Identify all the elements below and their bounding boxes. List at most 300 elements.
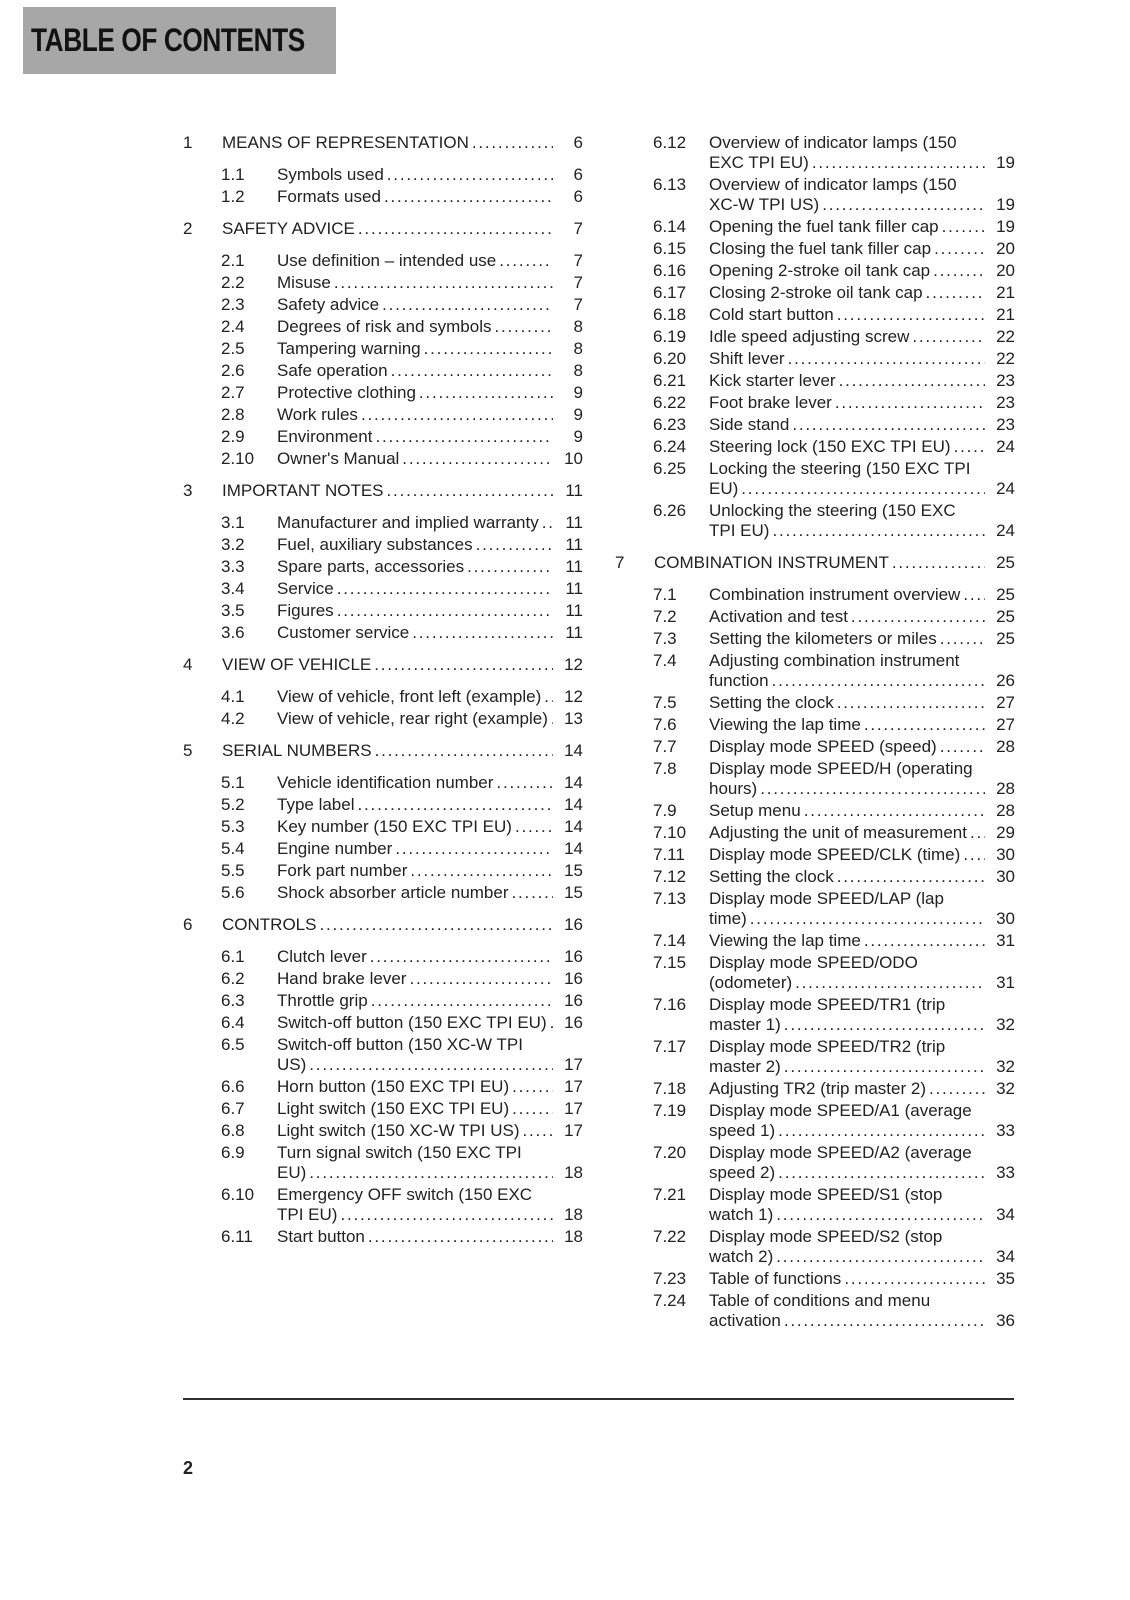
toc-entry-number: 6.1 [221, 947, 245, 966]
toc-entry-title-text: Safe operation [277, 361, 388, 380]
toc-entry-number: 7.13 [653, 889, 687, 908]
toc-entry-page: 28 [996, 737, 1015, 756]
toc-entry-page: 35 [996, 1269, 1015, 1288]
toc-entry-number: 6.14 [653, 217, 687, 236]
toc-entry-page: 28 [996, 779, 1015, 798]
toc-entry-number: 5 [183, 741, 193, 760]
toc-entry-page: 16 [564, 969, 583, 988]
toc-entry-title-text: Start button [277, 1227, 365, 1246]
toc-entry-page: 11 [565, 557, 583, 576]
toc-entry [221, 861, 583, 881]
toc-entry-page: 26 [996, 671, 1015, 690]
toc-entry-title [709, 585, 985, 605]
toc-entry-title-text: Horn button (150 EXC TPI EU) [277, 1077, 510, 1096]
toc-entry-number: 6.15 [653, 239, 687, 258]
toc-entry-page: 27 [996, 715, 1015, 734]
toc-entry-title [709, 501, 985, 541]
toc-entry-number: 7.18 [653, 1079, 687, 1098]
toc-entry-title [277, 947, 553, 967]
toc-entry-title-text: Locking the steering (150 EXC TPI EU) [709, 459, 971, 498]
toc-entry-title [277, 601, 553, 621]
toc-entry-page: 6 [573, 187, 583, 206]
toc-entry-number: 5.3 [221, 817, 245, 836]
toc-entry-number: 7.16 [653, 995, 687, 1014]
toc-entry-number: 2.4 [221, 317, 245, 336]
toc-entry-page: 34 [996, 1247, 1015, 1266]
toc-entry-title-text: Adjusting TR2 (trip master 2) [709, 1079, 926, 1098]
toc-entry-title [277, 1227, 553, 1247]
toc-entry-title [709, 607, 985, 627]
toc-entry-title-text: Light switch (150 XC-W TPI US) [277, 1121, 520, 1140]
toc-entry-page: 14 [564, 773, 583, 792]
toc-entry [653, 371, 1015, 391]
toc-entry [221, 1013, 583, 1033]
toc-entry-page: 16 [564, 991, 583, 1010]
toc-entry-title-text: Shock absorber article number [277, 883, 509, 902]
toc-entry-title-text: Service [277, 579, 334, 598]
toc-entry-title-text: Misuse [277, 273, 331, 292]
toc-entry-page: 23 [996, 393, 1015, 412]
toc-entry [221, 427, 583, 447]
toc-entry [221, 339, 583, 359]
toc-entry-title-text: Display mode SPEED/A1 (average speed 1) [709, 1101, 972, 1140]
toc-entry [221, 991, 583, 1011]
toc-entry-title [709, 437, 985, 457]
toc-entry-title-text: Type label [277, 795, 355, 814]
toc-entry [615, 553, 1015, 573]
toc-entry-number: 2.9 [221, 427, 245, 446]
toc-entry-number: 2.2 [221, 273, 245, 292]
toc-entry-title-text: Display mode SPEED/ODO (odometer) [709, 953, 918, 992]
toc-entry-page: 16 [564, 915, 583, 934]
toc-entry-page: 21 [996, 305, 1015, 324]
toc-entry-number: 6.3 [221, 991, 245, 1010]
toc-entry-title-text: Formats used [277, 187, 381, 206]
toc-entry-page: 7 [573, 219, 583, 238]
toc-entry [221, 361, 583, 381]
toc-entry-page: 31 [996, 973, 1015, 992]
toc-entry-title [277, 557, 553, 577]
page-title: TABLE OF CONTENTS [31, 22, 305, 58]
toc-entry-page: 18 [564, 1227, 583, 1246]
toc-entry-title [277, 513, 553, 533]
toc-entry-title [709, 931, 985, 951]
toc-entry-number: 1.1 [221, 165, 245, 184]
toc-entry-title [709, 217, 985, 237]
toc-entry-title-text: CONTROLS [222, 915, 317, 934]
toc-right-column [615, 133, 1015, 1333]
toc-entry-number: 2.5 [221, 339, 245, 358]
toc-entry-title [277, 817, 553, 837]
toc-entry-page: 14 [564, 795, 583, 814]
toc-entry [653, 953, 1015, 993]
toc-entry-title [222, 915, 553, 935]
toc-entry-title [277, 1077, 553, 1097]
toc-entry-page: 32 [996, 1015, 1015, 1034]
toc-entry-number: 7.2 [653, 607, 677, 626]
toc-entry-title-text: Opening 2-stroke oil tank cap [709, 261, 931, 280]
toc-entry-number: 6.19 [653, 327, 687, 346]
toc-entry-number: 3.3 [221, 557, 245, 576]
toc-entry-number: 2.8 [221, 405, 245, 424]
toc-entry-number: 6.6 [221, 1077, 245, 1096]
toc-entry-title-text: Display mode SPEED/LAP (lap time) [709, 889, 944, 928]
toc-entry-number: 2 [183, 219, 193, 238]
toc-entry-page: 30 [996, 867, 1015, 886]
toc-entry-title-text: Overview of indicator lamps (150 EXC TPI EU) [709, 133, 957, 172]
toc-entry-page: 11 [565, 513, 583, 532]
toc-entry-page: 34 [996, 1205, 1015, 1224]
toc-entry-page: 8 [573, 339, 583, 358]
toc-entry-title-text: Figures [277, 601, 334, 620]
toc-entry-title [709, 693, 985, 713]
toc-entry-title [277, 1099, 553, 1119]
toc-entry [221, 623, 583, 643]
toc-entry-title-text: Setting the kilometers or miles [709, 629, 937, 648]
toc-entry [221, 883, 583, 903]
toc-entry-title [709, 759, 985, 799]
toc-entry-title-text: Vehicle identification number [277, 773, 494, 792]
toc-entry-page: 25 [996, 629, 1015, 648]
toc-entry-title [709, 133, 985, 173]
toc-entry-title-text: Setup menu [709, 801, 801, 820]
toc-entry-title-text: Hand brake lever [277, 969, 407, 988]
toc-entry-number: 2.10 [221, 449, 255, 468]
toc-entry-number: 5.5 [221, 861, 245, 880]
toc-entry-title-text: Safety advice [277, 295, 380, 314]
toc-entry-title [709, 651, 985, 691]
toc-entry-page: 7 [573, 251, 583, 270]
toc-entry-title-text: Viewing the lap time [709, 715, 861, 734]
toc-entry-number: 7.1 [653, 585, 677, 604]
toc-entry-title-text: Activation and test [709, 607, 848, 626]
toc-entry [183, 481, 583, 501]
toc-entry-page: 21 [996, 283, 1015, 302]
toc-entry-page: 9 [573, 383, 583, 402]
toc-entry-number: 7.14 [653, 931, 687, 950]
toc-entry-number: 6.5 [221, 1035, 245, 1054]
toc-entry-title [709, 629, 985, 649]
toc-entry [183, 133, 583, 153]
toc-entry-title-text: Overview of indicator lamps (150 XC-W TPI US) [709, 175, 957, 214]
toc-entry [653, 261, 1015, 281]
toc-entry-number: 2.6 [221, 361, 245, 380]
toc-entry-title-text: Display mode SPEED/S2 (stop watch 2) [709, 1227, 943, 1266]
toc-entry [653, 759, 1015, 799]
toc-entry-title-text: View of vehicle, front left (example) [277, 687, 542, 706]
toc-entry-title-text: Kick starter lever [709, 371, 836, 390]
toc-entry [653, 459, 1015, 499]
toc-entry-title [277, 1121, 553, 1141]
toc-entry [221, 251, 583, 271]
toc-entry-title [277, 295, 553, 315]
toc-entry-title-text: Idle speed adjusting screw [709, 327, 910, 346]
toc-entry-number: 7.4 [653, 651, 677, 670]
toc-entry-number: 7.23 [653, 1269, 687, 1288]
toc-entry [221, 1185, 583, 1225]
toc-entry-title [277, 361, 553, 381]
toc-entry [653, 931, 1015, 951]
toc-entry-title [709, 459, 985, 499]
toc-entry [653, 607, 1015, 627]
toc-entry-title-text: Opening the fuel tank filler cap [709, 217, 939, 236]
toc-entry-title-text: Combination instrument overview [709, 585, 961, 604]
toc-entry-title-text: Display mode SPEED/TR2 (trip master 2) [709, 1037, 946, 1076]
toc-entry-title-text: Turn signal switch (150 EXC TPI EU) [277, 1143, 522, 1182]
toc-entry-title [277, 251, 553, 271]
toc-entry-title-text: Degrees of risk and symbols [277, 317, 492, 336]
toc-entry-title-text: Steering lock (150 EXC TPI EU) [709, 437, 951, 456]
toc-entry-page: 19 [996, 153, 1015, 172]
toc-entry-title-text: Display mode SPEED/CLK (time) [709, 845, 961, 864]
toc-entry [221, 1077, 583, 1097]
toc-entry-title-text: Protective clothing [277, 383, 416, 402]
toc-entry-page: 13 [564, 709, 583, 728]
toc-entry-title [709, 175, 985, 215]
toc-entry-number: 7.15 [653, 953, 687, 972]
toc-entry-title-text: Throttle grip [277, 991, 368, 1010]
toc-entry [653, 283, 1015, 303]
toc-entry-title [222, 481, 553, 501]
toc-entry [653, 349, 1015, 369]
toc-entry-title-text: Foot brake lever [709, 393, 832, 412]
toc-entry-title-text: Viewing the lap time [709, 931, 861, 950]
toc-entry-title-text: Use definition – intended use [277, 251, 497, 270]
toc-entry [221, 535, 583, 555]
toc-entry-page: 18 [564, 1205, 583, 1224]
toc-entry-title [709, 715, 985, 735]
toc-entry-title-text: Unlocking the steering (150 EXC TPI EU) [709, 501, 956, 540]
toc-entry-page: 30 [996, 845, 1015, 864]
toc-entry-title [709, 305, 985, 325]
toc-entry [221, 709, 583, 729]
toc-entry-title-text: Side stand [709, 415, 790, 434]
toc-entry-title-text: Adjusting combination instrument function [709, 651, 960, 690]
toc-entry-number: 6.20 [653, 349, 687, 368]
toc-entry-page: 24 [996, 521, 1015, 540]
toc-entry-page: 36 [996, 1311, 1015, 1330]
toc-entry [221, 449, 583, 469]
toc-entry [653, 867, 1015, 887]
toc-entry-title [277, 1143, 553, 1183]
toc-entry [653, 217, 1015, 237]
toc-entry-page: 32 [996, 1057, 1015, 1076]
toc-entry-page: 11 [565, 535, 583, 554]
toc-entry-page: 20 [996, 261, 1015, 280]
toc-entry-page: 18 [564, 1163, 583, 1182]
toc-entry [183, 915, 583, 935]
toc-entry [653, 1227, 1015, 1267]
toc-entry [221, 947, 583, 967]
toc-entry [221, 295, 583, 315]
toc-entry-number: 7.22 [653, 1227, 687, 1246]
toc-entry [221, 165, 583, 185]
toc-entry [221, 1121, 583, 1141]
toc-entry [653, 629, 1015, 649]
toc-entry-title [277, 187, 553, 207]
toc-entry-page: 8 [573, 317, 583, 336]
toc-entry-page: 33 [996, 1163, 1015, 1182]
toc-entry-number: 6.17 [653, 283, 687, 302]
toc-entry [653, 1079, 1015, 1099]
toc-entry-title [277, 969, 553, 989]
toc-entry-number: 4 [183, 655, 193, 674]
toc-entry-title [277, 535, 553, 555]
toc-entry [653, 393, 1015, 413]
toc-entry [653, 415, 1015, 435]
toc-entry-title-text: Emergency OFF switch (150 EXC TPI EU) [277, 1185, 533, 1224]
toc-entry-number: 7.7 [653, 737, 677, 756]
toc-entry-page: 16 [564, 1013, 583, 1032]
toc-entry-title [277, 883, 553, 903]
toc-entry-title [709, 327, 985, 347]
toc-entry-title [277, 991, 553, 1011]
toc-entry [653, 501, 1015, 541]
toc-entry-title-text: SERIAL NUMBERS [222, 741, 372, 760]
toc-entry-title-text: Cold start button [709, 305, 834, 324]
toc-entry-number: 7.10 [653, 823, 687, 842]
toc-entry [221, 317, 583, 337]
toc-entry [221, 187, 583, 207]
toc-entry-title [222, 655, 553, 675]
toc-entry-title [277, 165, 553, 185]
toc-entry-page: 22 [996, 327, 1015, 346]
toc-entry [653, 437, 1015, 457]
toc-entry-number: 7 [615, 553, 625, 572]
toc-entry [183, 219, 583, 239]
toc-entry-page: 31 [996, 931, 1015, 950]
toc-entry-title [277, 795, 553, 815]
toc-entry-number: 7.5 [653, 693, 677, 712]
toc-entry-number: 6.11 [221, 1227, 253, 1246]
toc-entry-number: 7.19 [653, 1101, 687, 1120]
toc-entry-title [709, 1101, 985, 1141]
toc-entry-page: 17 [564, 1055, 583, 1074]
toc-entry-title-text: Owner's Manual [277, 449, 400, 468]
toc-entry [653, 715, 1015, 735]
toc-entry-title-text: Light switch (150 EXC TPI EU) [277, 1099, 510, 1118]
toc-entry-title-text: COMBINATION INSTRUMENT [654, 553, 889, 572]
toc-entry-number: 7.24 [653, 1291, 687, 1310]
toc-entry-page: 22 [996, 349, 1015, 368]
toc-entry-number: 4.1 [221, 687, 245, 706]
toc-entry-title [277, 687, 553, 707]
toc-entry [221, 513, 583, 533]
toc-entry-title [709, 349, 985, 369]
toc-entry-title-text: Adjusting the unit of measurement [709, 823, 967, 842]
toc-entry-title [709, 737, 985, 757]
toc-entry [653, 995, 1015, 1035]
toc-entry-page: 11 [565, 623, 583, 642]
toc-entry-number: 6.4 [221, 1013, 245, 1032]
toc-entry-number: 7.6 [653, 715, 677, 734]
toc-entry-title-text: Display mode SPEED (speed) [709, 737, 937, 756]
toc-entry-title-text: Closing 2-stroke oil tank cap [709, 283, 923, 302]
toc-entry-page: 20 [996, 239, 1015, 258]
toc-entry-number: 3.1 [221, 513, 245, 532]
toc-entry-title-text: Display mode SPEED/TR1 (trip master 1) [709, 995, 946, 1034]
toc-entry-page: 23 [996, 371, 1015, 390]
toc-entry-page: 8 [573, 361, 583, 380]
toc-entry-page: 17 [564, 1077, 583, 1096]
toc-entry-title [709, 283, 985, 303]
toc-entry-title [277, 339, 553, 359]
toc-entry-title [709, 1291, 985, 1331]
toc-entry-number: 5.2 [221, 795, 245, 814]
toc-entry-title-text: Fork part number [277, 861, 408, 880]
toc-entry-page: 25 [996, 553, 1015, 572]
toc-entry-number: 4.2 [221, 709, 245, 728]
toc-entry-title-text: MEANS OF REPRESENTATION [222, 133, 469, 152]
toc-entry-page: 19 [996, 195, 1015, 214]
toc-entry-page: 16 [564, 947, 583, 966]
toc-entry-title [222, 219, 553, 239]
toc-entry [221, 1227, 583, 1247]
toc-entry [221, 1035, 583, 1075]
toc-entry-title [709, 867, 985, 887]
toc-entry [653, 693, 1015, 713]
toc-entry [183, 655, 583, 675]
toc-entry-number: 3 [183, 481, 193, 500]
toc-entry-title [277, 623, 553, 643]
toc-entry-page: 11 [565, 481, 583, 500]
toc-entry-page: 9 [573, 405, 583, 424]
toc-entry-number: 6.25 [653, 459, 687, 478]
toc-entry-number: 6.23 [653, 415, 687, 434]
toc-entry [183, 741, 583, 761]
toc-entry-title-text: Environment [277, 427, 373, 446]
toc-entry-number: 7.8 [653, 759, 677, 778]
toc-entry-number: 6.12 [653, 133, 687, 152]
toc-entry-page: 24 [996, 479, 1015, 498]
toc-entry-title [277, 1013, 553, 1033]
toc-left-column [183, 121, 583, 1249]
toc-entry-number: 5.6 [221, 883, 245, 902]
toc-entry-title [277, 1035, 553, 1075]
toc-entry-title [709, 823, 985, 843]
toc-entry-title [277, 449, 553, 469]
toc-entry [221, 795, 583, 815]
toc-entry-title [709, 415, 985, 435]
toc-entry [221, 773, 583, 793]
toc-entry-title-text: Engine number [277, 839, 393, 858]
toc-entry [653, 845, 1015, 865]
toc-entry-title [277, 427, 553, 447]
toc-entry-title-text: Shift lever [709, 349, 785, 368]
toc-entry [653, 1291, 1015, 1331]
toc-entry-page: 15 [564, 883, 583, 902]
toc-entry-title-text: Fuel, auxiliary substances [277, 535, 473, 554]
toc-entry-number: 6.8 [221, 1121, 245, 1140]
toc-entry-page: 9 [573, 427, 583, 446]
toc-entry-title-text: Setting the clock [709, 693, 834, 712]
toc-entry-title-text: Display mode SPEED/A2 (average speed 2) [709, 1143, 972, 1182]
toc-entry-page: 6 [573, 133, 583, 152]
toc-entry-title [277, 709, 553, 729]
toc-entry [221, 1143, 583, 1183]
toc-entry-number: 6.26 [653, 501, 687, 520]
toc-entry [653, 133, 1015, 173]
toc-entry-page: 28 [996, 801, 1015, 820]
toc-entry-number: 2.3 [221, 295, 245, 314]
toc-entry-title-text: Switch-off button (150 XC-W TPI US) [277, 1035, 523, 1074]
toc-entry-number: 6.18 [653, 305, 687, 324]
toc-entry [653, 1185, 1015, 1225]
toc-entry [221, 579, 583, 599]
toc-entry-number: 3.5 [221, 601, 245, 620]
toc-entry-page: 6 [573, 165, 583, 184]
toc-entry-number: 2.7 [221, 383, 245, 402]
